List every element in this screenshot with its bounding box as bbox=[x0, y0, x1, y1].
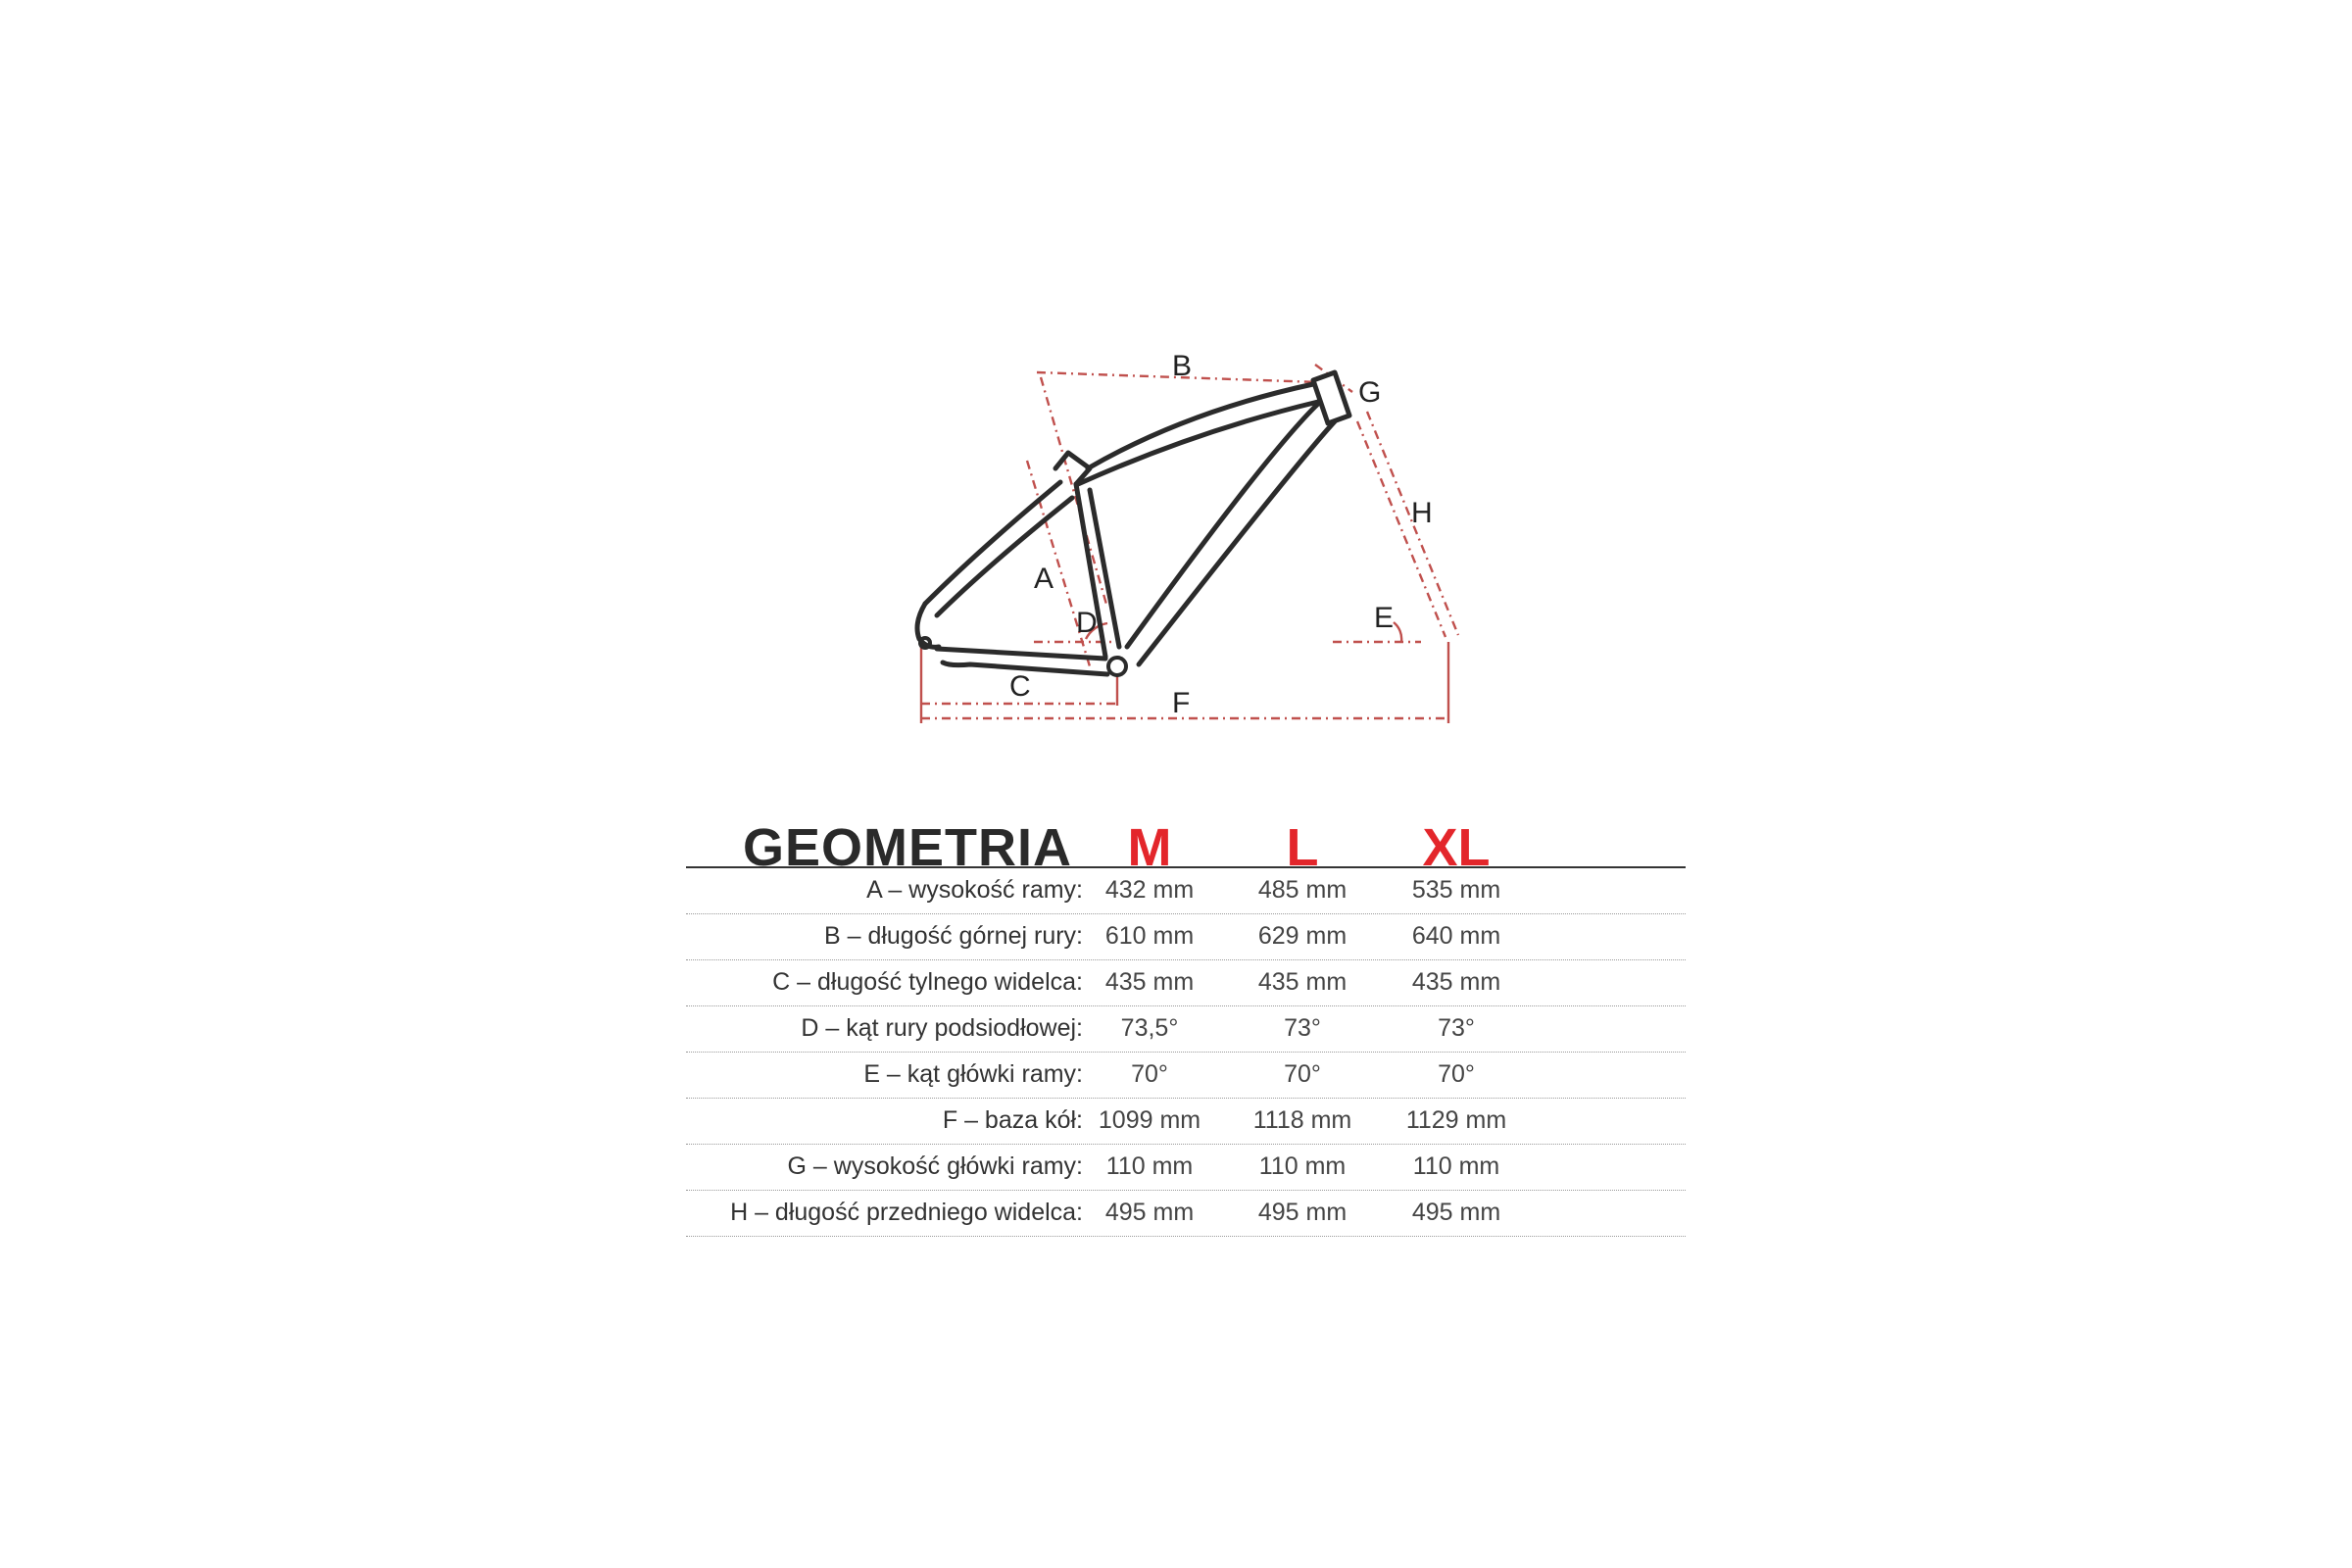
cell-value-xl: 640 mm bbox=[1411, 922, 1501, 950]
cell-value-l: 485 mm bbox=[1257, 876, 1348, 904]
bottom-bracket bbox=[1108, 658, 1126, 675]
label-d: D bbox=[1076, 607, 1098, 639]
cell-value-m: 110 mm bbox=[1105, 1152, 1194, 1180]
table-row bbox=[686, 1099, 1686, 1145]
table-row bbox=[686, 868, 1686, 914]
label-h: H bbox=[1411, 497, 1433, 529]
bike-frame bbox=[917, 372, 1349, 675]
cell-value-l: 73° bbox=[1284, 1014, 1321, 1042]
size-header-m: M bbox=[1127, 818, 1172, 877]
cell-value-l: 110 mm bbox=[1258, 1152, 1347, 1180]
row-label: G – wysokość główki ramy: bbox=[787, 1152, 1083, 1180]
row-label: H – długość przedniego widelca: bbox=[730, 1199, 1083, 1226]
cell-value-l: 629 mm bbox=[1257, 922, 1348, 950]
cell-value-xl: 70° bbox=[1438, 1060, 1475, 1088]
label-g: G bbox=[1358, 376, 1382, 409]
cell-value-m: 1099 mm bbox=[1098, 1106, 1201, 1134]
cell-value-m: 73,5° bbox=[1120, 1014, 1179, 1042]
chain-stay-upper bbox=[937, 649, 1105, 659]
label-c: C bbox=[1009, 670, 1031, 703]
top-tube-upper bbox=[1088, 384, 1313, 468]
row-label: E – kąt główki ramy: bbox=[863, 1060, 1083, 1088]
table-row bbox=[686, 1053, 1686, 1099]
label-f: F bbox=[1172, 687, 1191, 719]
cell-value-xl: 495 mm bbox=[1411, 1199, 1501, 1226]
row-label: C – długość tylnego widelca: bbox=[772, 968, 1083, 996]
geometry-table bbox=[686, 818, 1686, 1237]
label-a: A bbox=[1034, 563, 1054, 595]
table-row bbox=[686, 960, 1686, 1006]
row-label: A – wysokość ramy: bbox=[866, 876, 1083, 904]
dim-line-h bbox=[1357, 421, 1446, 637]
down-tube-upper bbox=[1127, 404, 1318, 647]
dim-arc-e bbox=[1394, 622, 1401, 642]
size-header-xl: XL bbox=[1422, 818, 1491, 877]
row-label: F – baza kół: bbox=[942, 1106, 1083, 1134]
down-tube-lower bbox=[1139, 421, 1335, 664]
cell-value-l: 495 mm bbox=[1257, 1199, 1348, 1226]
cell-value-m: 610 mm bbox=[1104, 922, 1195, 950]
label-e: E bbox=[1374, 602, 1395, 634]
seat-stay-lower bbox=[937, 498, 1072, 615]
table-row bbox=[686, 1191, 1686, 1237]
table-title: GEOMETRIA bbox=[743, 818, 1073, 877]
table-row bbox=[686, 1006, 1686, 1053]
row-label: B – długość górnej rury: bbox=[823, 922, 1083, 950]
cell-value-xl: 1129 mm bbox=[1405, 1106, 1507, 1134]
cell-value-xl: 73° bbox=[1438, 1014, 1475, 1042]
cell-value-xl: 435 mm bbox=[1411, 968, 1501, 996]
size-header-l: L bbox=[1286, 818, 1319, 877]
cell-value-l: 1118 mm bbox=[1252, 1106, 1352, 1134]
geometry-table-header bbox=[686, 818, 1686, 877]
cell-value-l: 435 mm bbox=[1257, 968, 1348, 996]
cell-value-m: 432 mm bbox=[1104, 876, 1195, 904]
cell-value-l: 70° bbox=[1284, 1060, 1321, 1088]
row-label: D – kąt rury podsiodłowej: bbox=[801, 1014, 1083, 1042]
cell-value-xl: 110 mm bbox=[1412, 1152, 1500, 1180]
label-b: B bbox=[1172, 350, 1193, 382]
head-tube bbox=[1313, 372, 1349, 423]
dimension-labels bbox=[1009, 350, 1433, 719]
cell-value-m: 70° bbox=[1131, 1060, 1168, 1088]
cell-value-m: 435 mm bbox=[1104, 968, 1195, 996]
cell-value-m: 495 mm bbox=[1104, 1199, 1195, 1226]
table-row bbox=[686, 1145, 1686, 1191]
table-row bbox=[686, 914, 1686, 960]
cell-value-xl: 535 mm bbox=[1411, 876, 1501, 904]
